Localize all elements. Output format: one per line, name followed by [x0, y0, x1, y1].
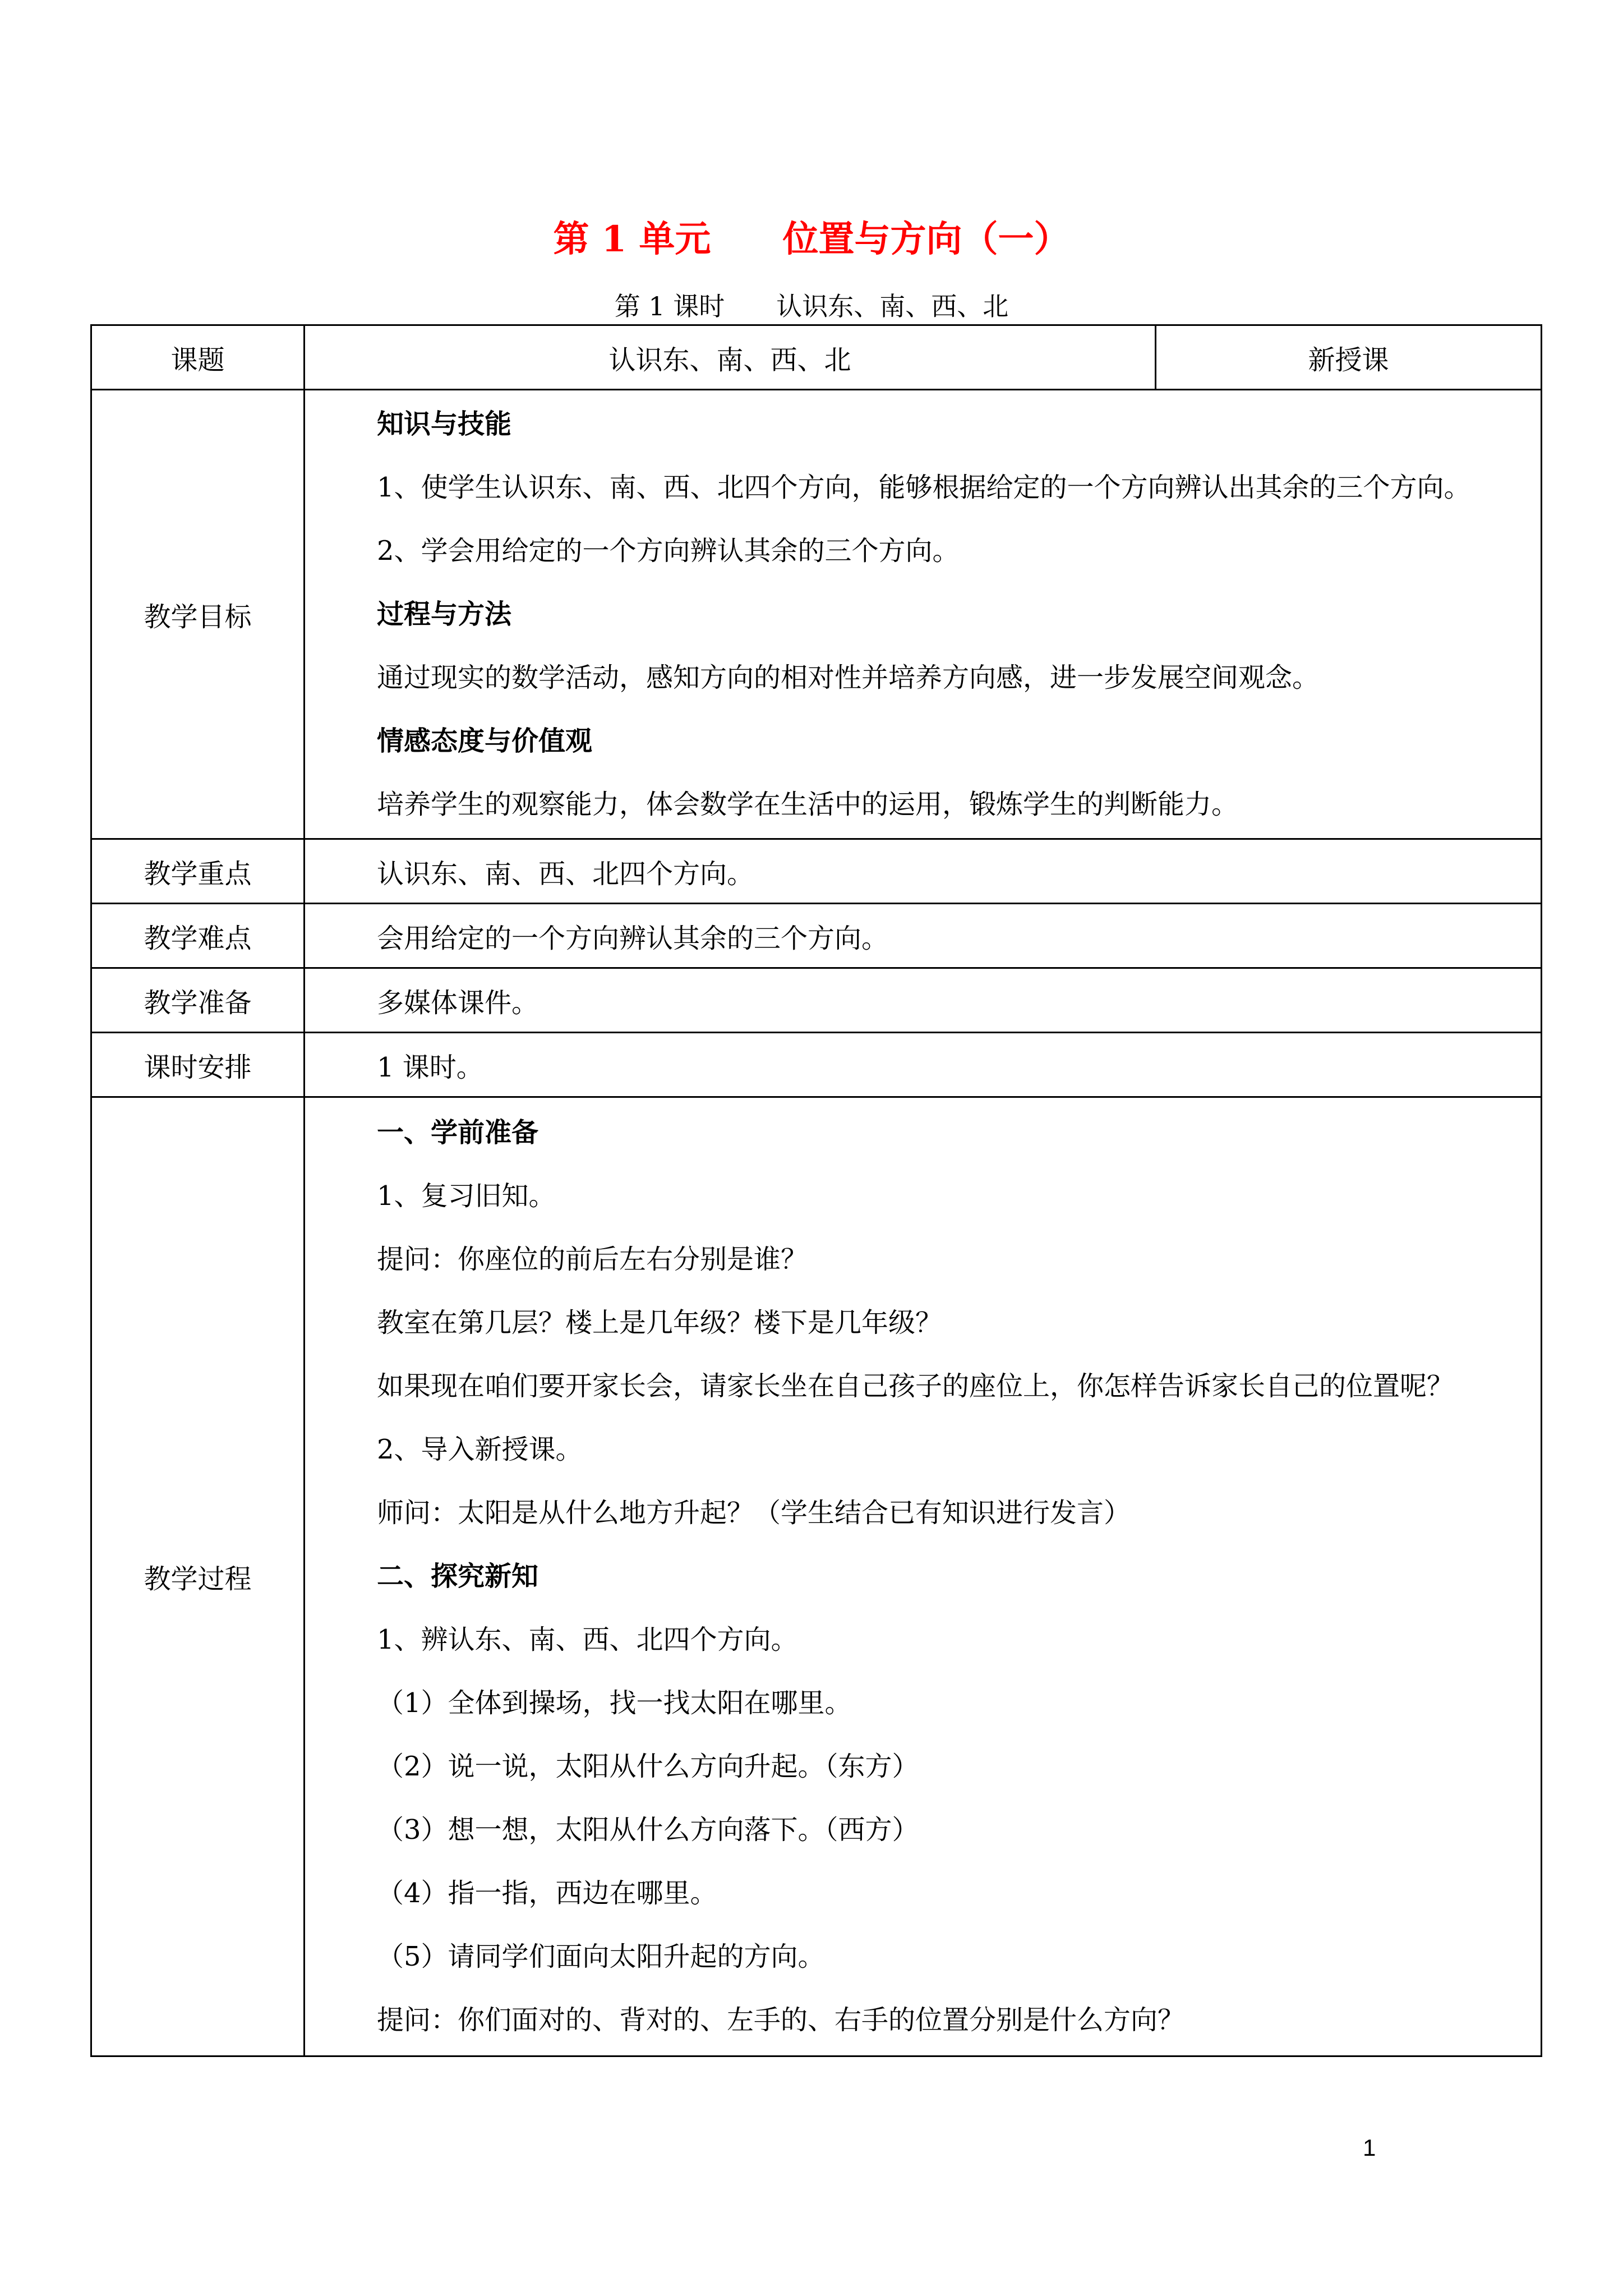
- schedule-label: 课时安排: [91, 1033, 305, 1097]
- process-content: [305, 1097, 1542, 2056]
- schedule-text: 1 课时。: [305, 1033, 1542, 1097]
- table-row: [91, 325, 1542, 390]
- process-heading: 二、探究新知: [377, 1561, 539, 1592]
- goals-heading: 过程与方法: [377, 598, 512, 630]
- process-line: 提问：你们面对的、背对的、左手的、右手的位置分别是什么方向？: [377, 2004, 1185, 2036]
- topic-label: 课题: [91, 325, 305, 390]
- topic-value: 认识东、南、西、北: [305, 325, 1156, 390]
- goals-content: [305, 390, 1542, 839]
- lesson-subtitle: 第 1 课时 认识东、南、西、北: [614, 291, 1009, 321]
- table-row: [91, 839, 1542, 904]
- process-heading: 一、学前准备: [377, 1117, 539, 1148]
- lesson-type: 新授课: [1156, 325, 1542, 390]
- goals-line: 通过现实的数学活动，感知方向的相对性并培养方向感，进一步发展空间观念。: [377, 661, 1320, 693]
- process-label: 教学过程: [91, 1097, 305, 2056]
- lesson-plan-table: [90, 324, 1542, 2057]
- goals-line: 2、学会用给定的一个方向辨认其余的三个方向。: [377, 535, 960, 567]
- process-line: 1、辨认东、南、西、北四个方向。: [377, 1624, 798, 1655]
- process-line: （4）指一指，西边在哪里。: [377, 1878, 717, 1909]
- table-row: [91, 1097, 1542, 2056]
- process-line: 如果现在咱们要开家长会，请家长坐在自己孩子的座位上，你怎样告诉家长自己的位置呢？: [377, 1370, 1454, 1402]
- goals-heading: 情感态度与价值观: [377, 725, 593, 757]
- difficulty-text: 会用给定的一个方向辨认其余的三个方向。: [305, 904, 1542, 968]
- table-row: [91, 904, 1542, 968]
- goals-line: 培养学生的观察能力，体会数学在生活中的运用，锻炼学生的判断能力。: [377, 788, 1239, 820]
- process-line: 2、导入新授课。: [377, 1434, 583, 1465]
- process-line: 教室在第几层？楼上是几年级？楼下是几年级？: [377, 1307, 943, 1338]
- goals-line: 1、使学生认识东、南、西、北四个方向，能够根据给定的一个方向辨认出其余的三个方向。: [377, 471, 1471, 503]
- key-point-text: 认识东、南、西、北四个方向。: [305, 839, 1542, 904]
- process-line: （1）全体到操场，找一找太阳在哪里。: [377, 1687, 852, 1719]
- page-number: 1: [1363, 2134, 1376, 2161]
- process-line: （2）说一说，太阳从什么方向升起。（东方）: [377, 1751, 919, 1782]
- process-line: 师问：太阳是从什么地方升起？（学生结合已有知识进行发言）: [377, 1497, 1131, 1529]
- process-line: （5）请同学们面向太阳升起的方向。: [377, 1941, 825, 1972]
- process-line: 1、复习旧知。: [377, 1180, 556, 1212]
- goals-label: 教学目标: [91, 390, 305, 839]
- table-row: [91, 1033, 1542, 1097]
- table-row: [91, 968, 1542, 1033]
- document-title: 第 1 单元 位置与方向（一）: [553, 218, 1070, 260]
- goals-heading: 知识与技能: [377, 408, 512, 440]
- table-row: [91, 390, 1542, 839]
- preparation-text: 多媒体课件。: [305, 968, 1542, 1033]
- difficulty-label: 教学难点: [91, 904, 305, 968]
- key-point-label: 教学重点: [91, 839, 305, 904]
- process-line: 提问：你座位的前后左右分别是谁？: [377, 1244, 808, 1275]
- preparation-label: 教学准备: [91, 968, 305, 1033]
- process-line: （3）想一想，太阳从什么方向落下。（西方）: [377, 1814, 919, 1846]
